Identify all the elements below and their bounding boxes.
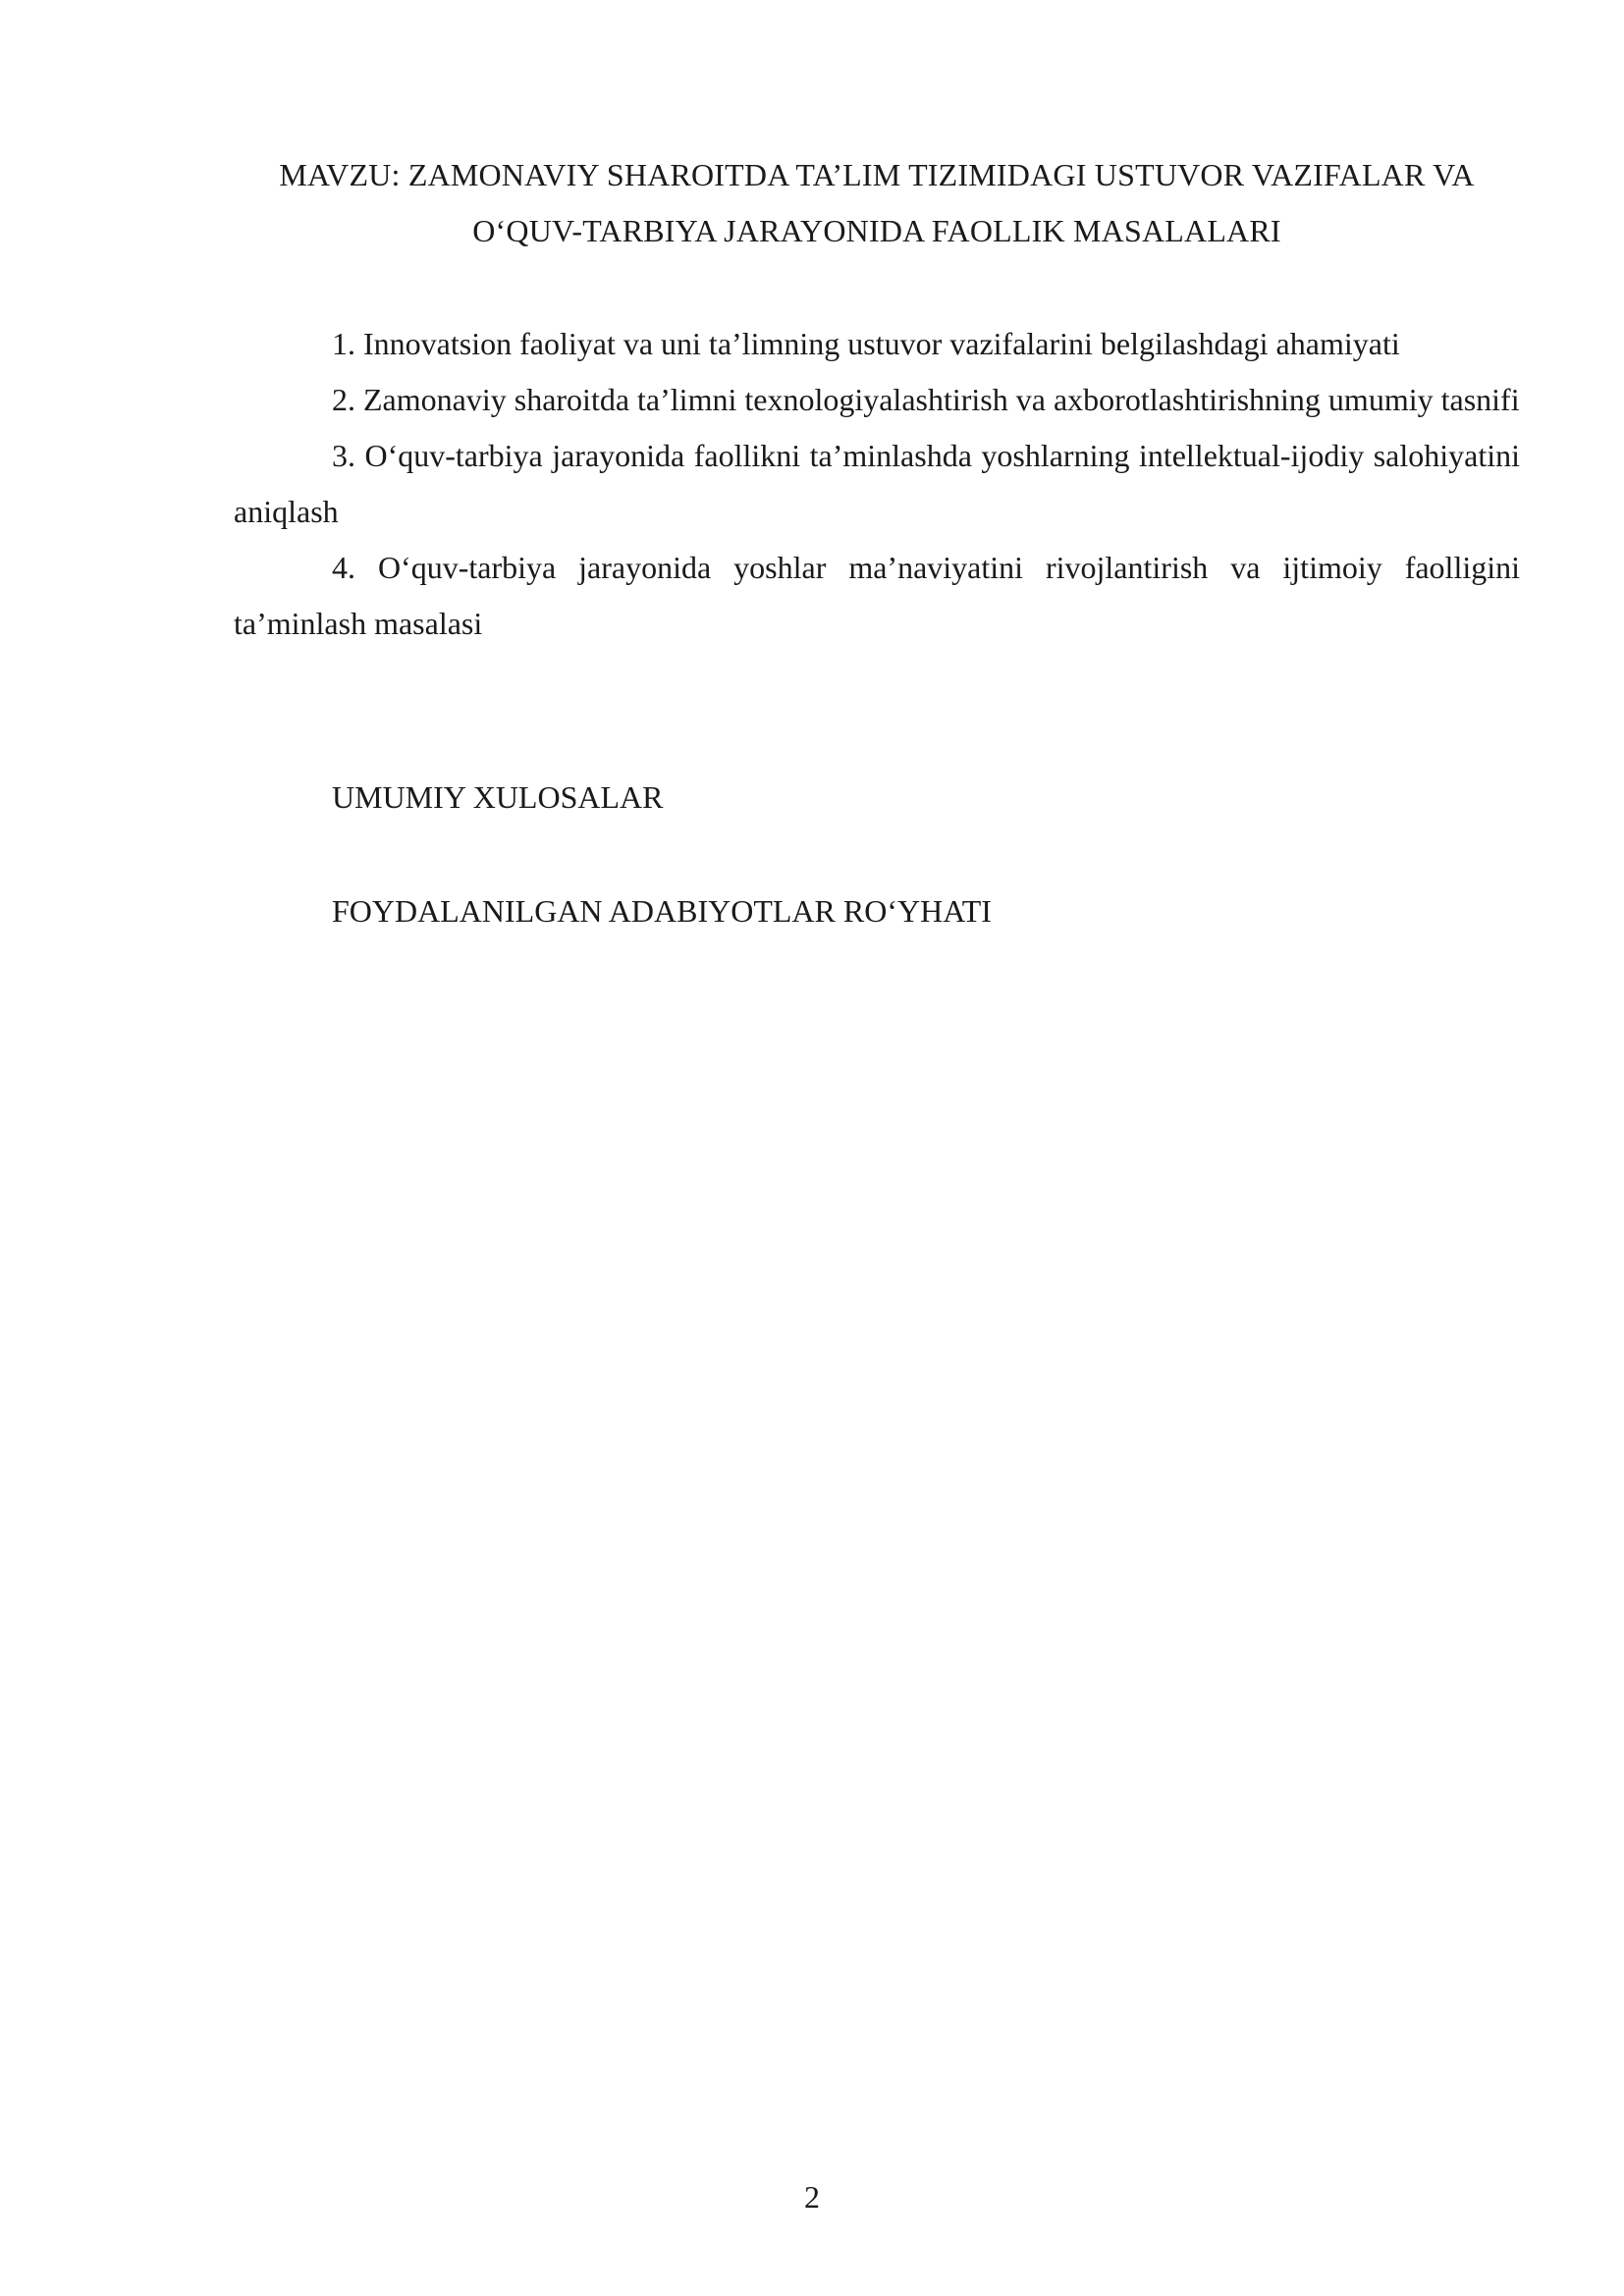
toc-item-3: 3. O‘quv-tarbiya jarayonida faollikni ta’minlashda yoshlarning intellektual-ijodiy salohiyatini aniqlash (234, 438, 1520, 529)
toc-item-4: 4. O‘quv-tarbiya jarayonida yoshlar ma’naviyatini rivojlantirish va ijtimoiy faolligini ta’minlash masalasi (234, 550, 1520, 641)
title-line-2: O‘QUV-TARBIYA JARAYONIDA FAOLLIK MASALALARI (472, 213, 1281, 248)
table-of-contents (234, 316, 1520, 652)
conclusions-heading: UMUMIY XULOSALAR (332, 779, 664, 815)
toc-item-1: 1. Innovatsion faoliyat va uni ta’limning ustuvor vazifalarini belgilashdagi ahamiyati (332, 326, 1400, 361)
title-line-1: MAVZU: ZAMONAVIY SHAROITDA TA’LIM TIZIMIDAGI USTUVOR VAZIFALAR VA (279, 157, 1475, 192)
page-number: 2 (804, 2179, 820, 2215)
toc-item-2: 2. Zamonaviy sharoitda ta’limni texnologiyalashtirish va axborotlashtirishning umumiy tasnifi (332, 382, 1520, 417)
document-title (234, 147, 1520, 259)
references-heading: FOYDALANILGAN ADABIYOTLAR RO‘YHATI (332, 893, 992, 929)
